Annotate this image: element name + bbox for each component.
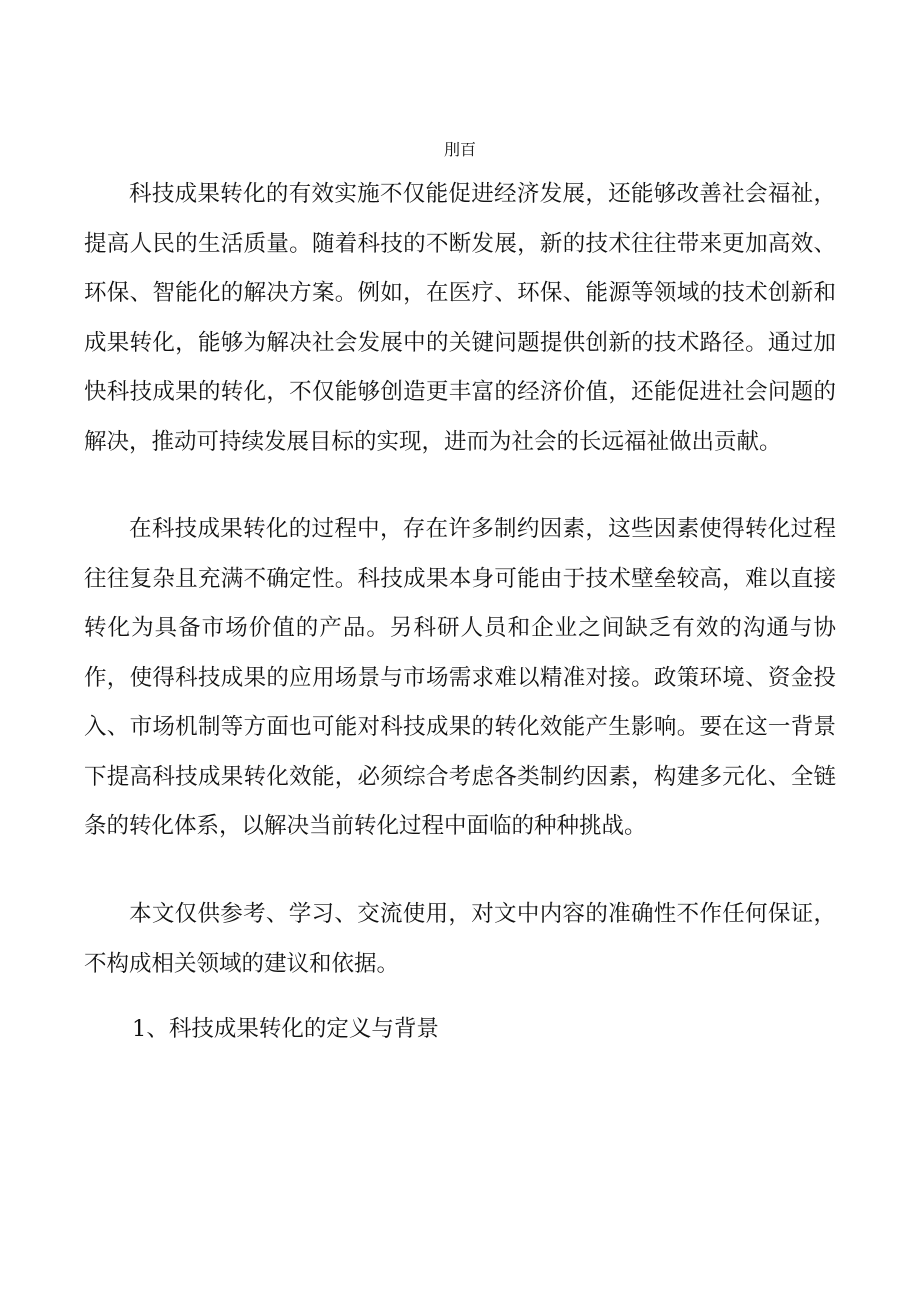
paragraph-2: 在科技成果转化的过程中，存在许多制约因素，这些因素使得转化过程往往复杂且充满不确定性。科技成果本身可能由于技术壁垒较高，难以直接转化为具备市场价值的产品。另科研人员和企业之间缺乏有效的沟通与协作，使得科技成果的应用场景与市场需求难以精准对接。政策环境、资金投入、市场机制等方面也可能对科技成果的转化效能产生影响。要在这一背景下提高科技成果转化效能，必须综合考虑各类制约因素，构建多元化、全链条的转化体系，以解决当前转化过程中面临的种种挑战。 [84,516,836,839]
section-title: 1、科技成果转化的定义与背景 [132,1016,439,1042]
page-heading: 刖百 [443,140,476,159]
paragraph-3: 本文仅供参考、学习、交流使用，对文中内容的准确性不作任何保证，不构成相关领域的建议和依据。 [84,901,836,977]
paragraph-1: 科技成果转化的有效实施不仅能促进经济发展，还能够改善社会福祉，提高人民的生活质量。随着科技的不断发展，新的技术往往带来更加高效、环保、智能化的解决方案。例如，在医疗、环保、能源等领域的技术创新和成果转化，能够为解决社会发展中的关键问题提供创新的技术路径。通过加快科技成果的转化，不仅能够创造更丰富的经济价值，还能促进社会问题的解决，推动可持续发展目标的实现，进而为社会的长远福祉做出贡献。 [84,181,836,455]
